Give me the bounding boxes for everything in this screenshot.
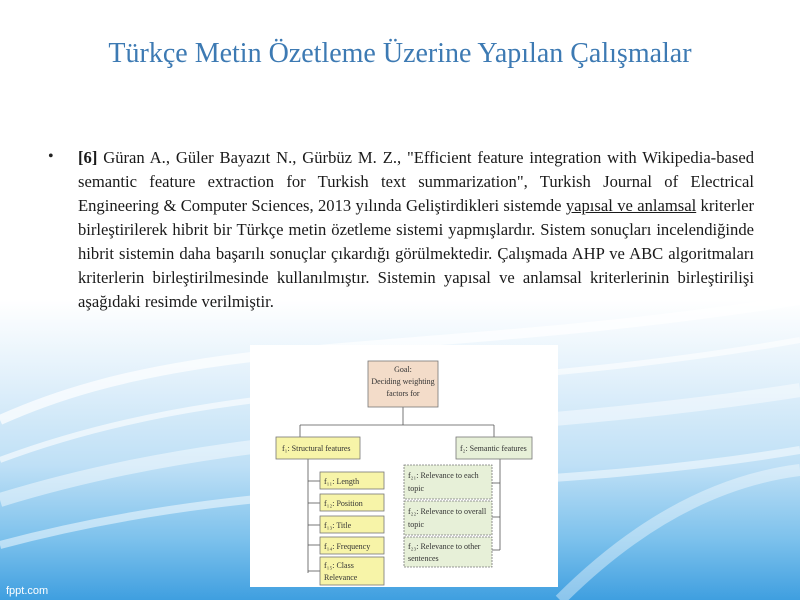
structural-features-label: f₁: Structural features bbox=[282, 444, 351, 453]
bullet-icon: • bbox=[48, 148, 54, 165]
semantic-item-1-line-1: f₂₁: Relevance to each bbox=[408, 471, 479, 480]
goal-line-1: Goal: bbox=[394, 365, 412, 374]
bullet-item bbox=[48, 146, 754, 314]
structural-item-title: f₁₃: Title bbox=[324, 521, 352, 530]
structural-item-position: f₁₂: Position bbox=[324, 499, 363, 508]
paragraph-text-2: kriterler birleştirilerek hibrit bir Türkçe metin özetleme sistemi yapmışlardır. Sistem sonuçları incelendiğinde hibrit sistemin daha başarılı sonuçlar çıkardığı görülmektedir. Çalışmada AHP ve ABC algoritmaları kriterlerin birleştirilmesinde kullanılmıştır. Sistemin yapısal ve anlamsal kriterlerinin birleştirilişi aşağıdaki resimde verilmiştir. bbox=[78, 196, 754, 311]
semantic-item-3-line-2: sentences bbox=[408, 554, 439, 563]
reference-paragraph bbox=[78, 146, 754, 314]
semantic-item-1-line-2: topic bbox=[408, 484, 424, 493]
underlined-text: yapısal ve anlamsal bbox=[565, 196, 697, 215]
goal-line-3: factors for bbox=[386, 389, 420, 398]
semantic-item-2-line-1: f₂₂: Relevance to overall bbox=[408, 507, 487, 516]
semantic-features-label: f₂: Semantic features bbox=[460, 444, 527, 453]
goal-line-2: Deciding weighting bbox=[371, 377, 435, 386]
structural-item-relevance: Relevance bbox=[324, 573, 358, 582]
watermark: fppt.com bbox=[6, 585, 49, 597]
structural-item-length: f₁₁: Length bbox=[324, 477, 360, 486]
semantic-item-3-line-1: f₂₃: Relevance to other bbox=[408, 542, 481, 551]
slide-title: Türkçe Metin Özetleme Üzerine Yapılan Çalışmalar bbox=[108, 38, 692, 69]
feature-hierarchy-figure bbox=[250, 345, 558, 587]
structural-item-class: f₁₅: Class bbox=[324, 561, 354, 570]
semantic-item-2-line-2: topic bbox=[408, 520, 424, 529]
structural-item-frequency: f₁₄: Frequency bbox=[324, 542, 371, 551]
paragraph-text-1: Güran A., Güler Bayazıt N., Gürbüz M. Z., "Efficient feature integration with Wikipedia-based semantic feature extraction for Turkish text summarization", Turkish Journal of Electrical Engineering & Computer Sciences, 2013 yılında Geliştirdikleri sistemde bbox=[78, 148, 754, 215]
reference-number: [6] bbox=[78, 148, 98, 167]
